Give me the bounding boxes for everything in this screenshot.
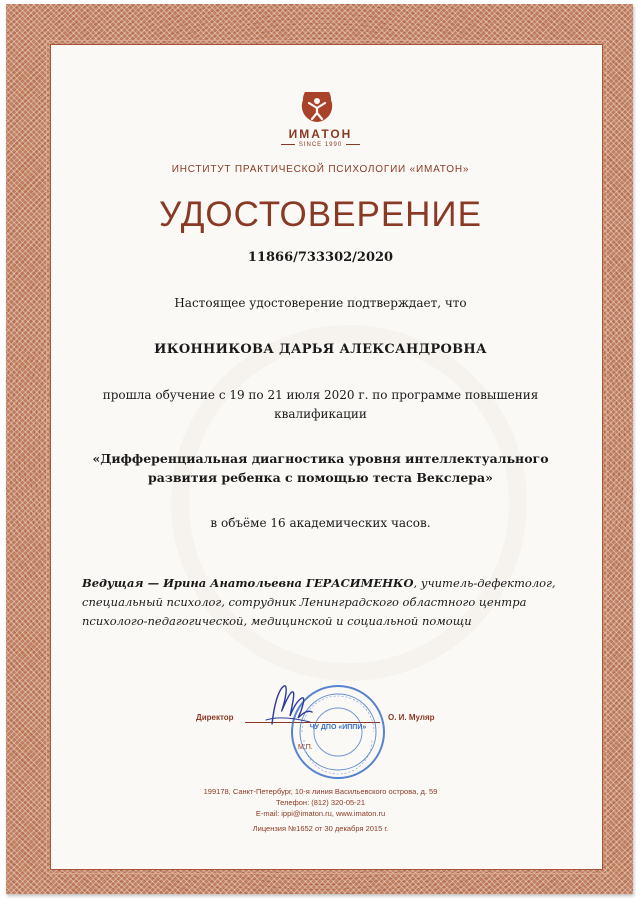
certificate-number: 11866/733302/2020 [247, 250, 394, 265]
brand-name: ИМАТОН [288, 127, 353, 141]
stamp-label: М.П. [298, 744, 313, 751]
footer-phone: Телефон: (812) 320-05-21 [275, 798, 366, 807]
director-signature [258, 676, 318, 736]
certificate-title: УДОСТОВЕРЕНИЕ [159, 195, 482, 234]
institute-name: ИНСТИТУТ ПРАКТИЧЕСКОЙ ПСИХОЛОГИИ «ИМАТОН» [171, 164, 470, 175]
stamp-text: ЧУ ДПО «ИППИ» [309, 724, 367, 731]
confirm-text: Настоящее удостоверение подтверждает, что [174, 296, 467, 310]
lead-description: , учитель-дефектолог, специальный психолог, сотрудник Ленинградского областного центра психолого-педагогической, медицинской и социальной помощи [82, 576, 556, 628]
footer-license: Лицензия №1652 от 30 декабря 2015 г. [252, 824, 389, 833]
lead-instructor [82, 574, 564, 631]
person-name: ИКОННИКОВА ДАРЬЯ АЛЕКСАНДРОВНА [154, 342, 487, 357]
lead-label: Ведущая — Ирина Анатольевна ГЕРАСИМЕНКО [82, 576, 414, 590]
training-text: прошла обучение с 19 по 21 июля 2020 г. по программе повышения квалификации [102, 388, 539, 421]
footer-address: 199178, Санкт-Петербург, 10-я линия Васильевского острова, д. 59 [203, 787, 438, 796]
director-name: О. И. Муляр [388, 713, 435, 722]
brand-since: SINCE 1990 [0, 142, 641, 148]
director-label: Директор [196, 713, 234, 722]
program-title: «Дифференциальная диагностика уровня интеллектуального развития ребенка с помощью теста Векслера» [92, 451, 549, 485]
imaton-logo-icon [297, 88, 337, 128]
footer-contacts: E-mail: ippi@imaton.ru, www.imaton.ru [255, 809, 386, 818]
hours-text: в объёме 16 академических часов. [210, 516, 431, 530]
